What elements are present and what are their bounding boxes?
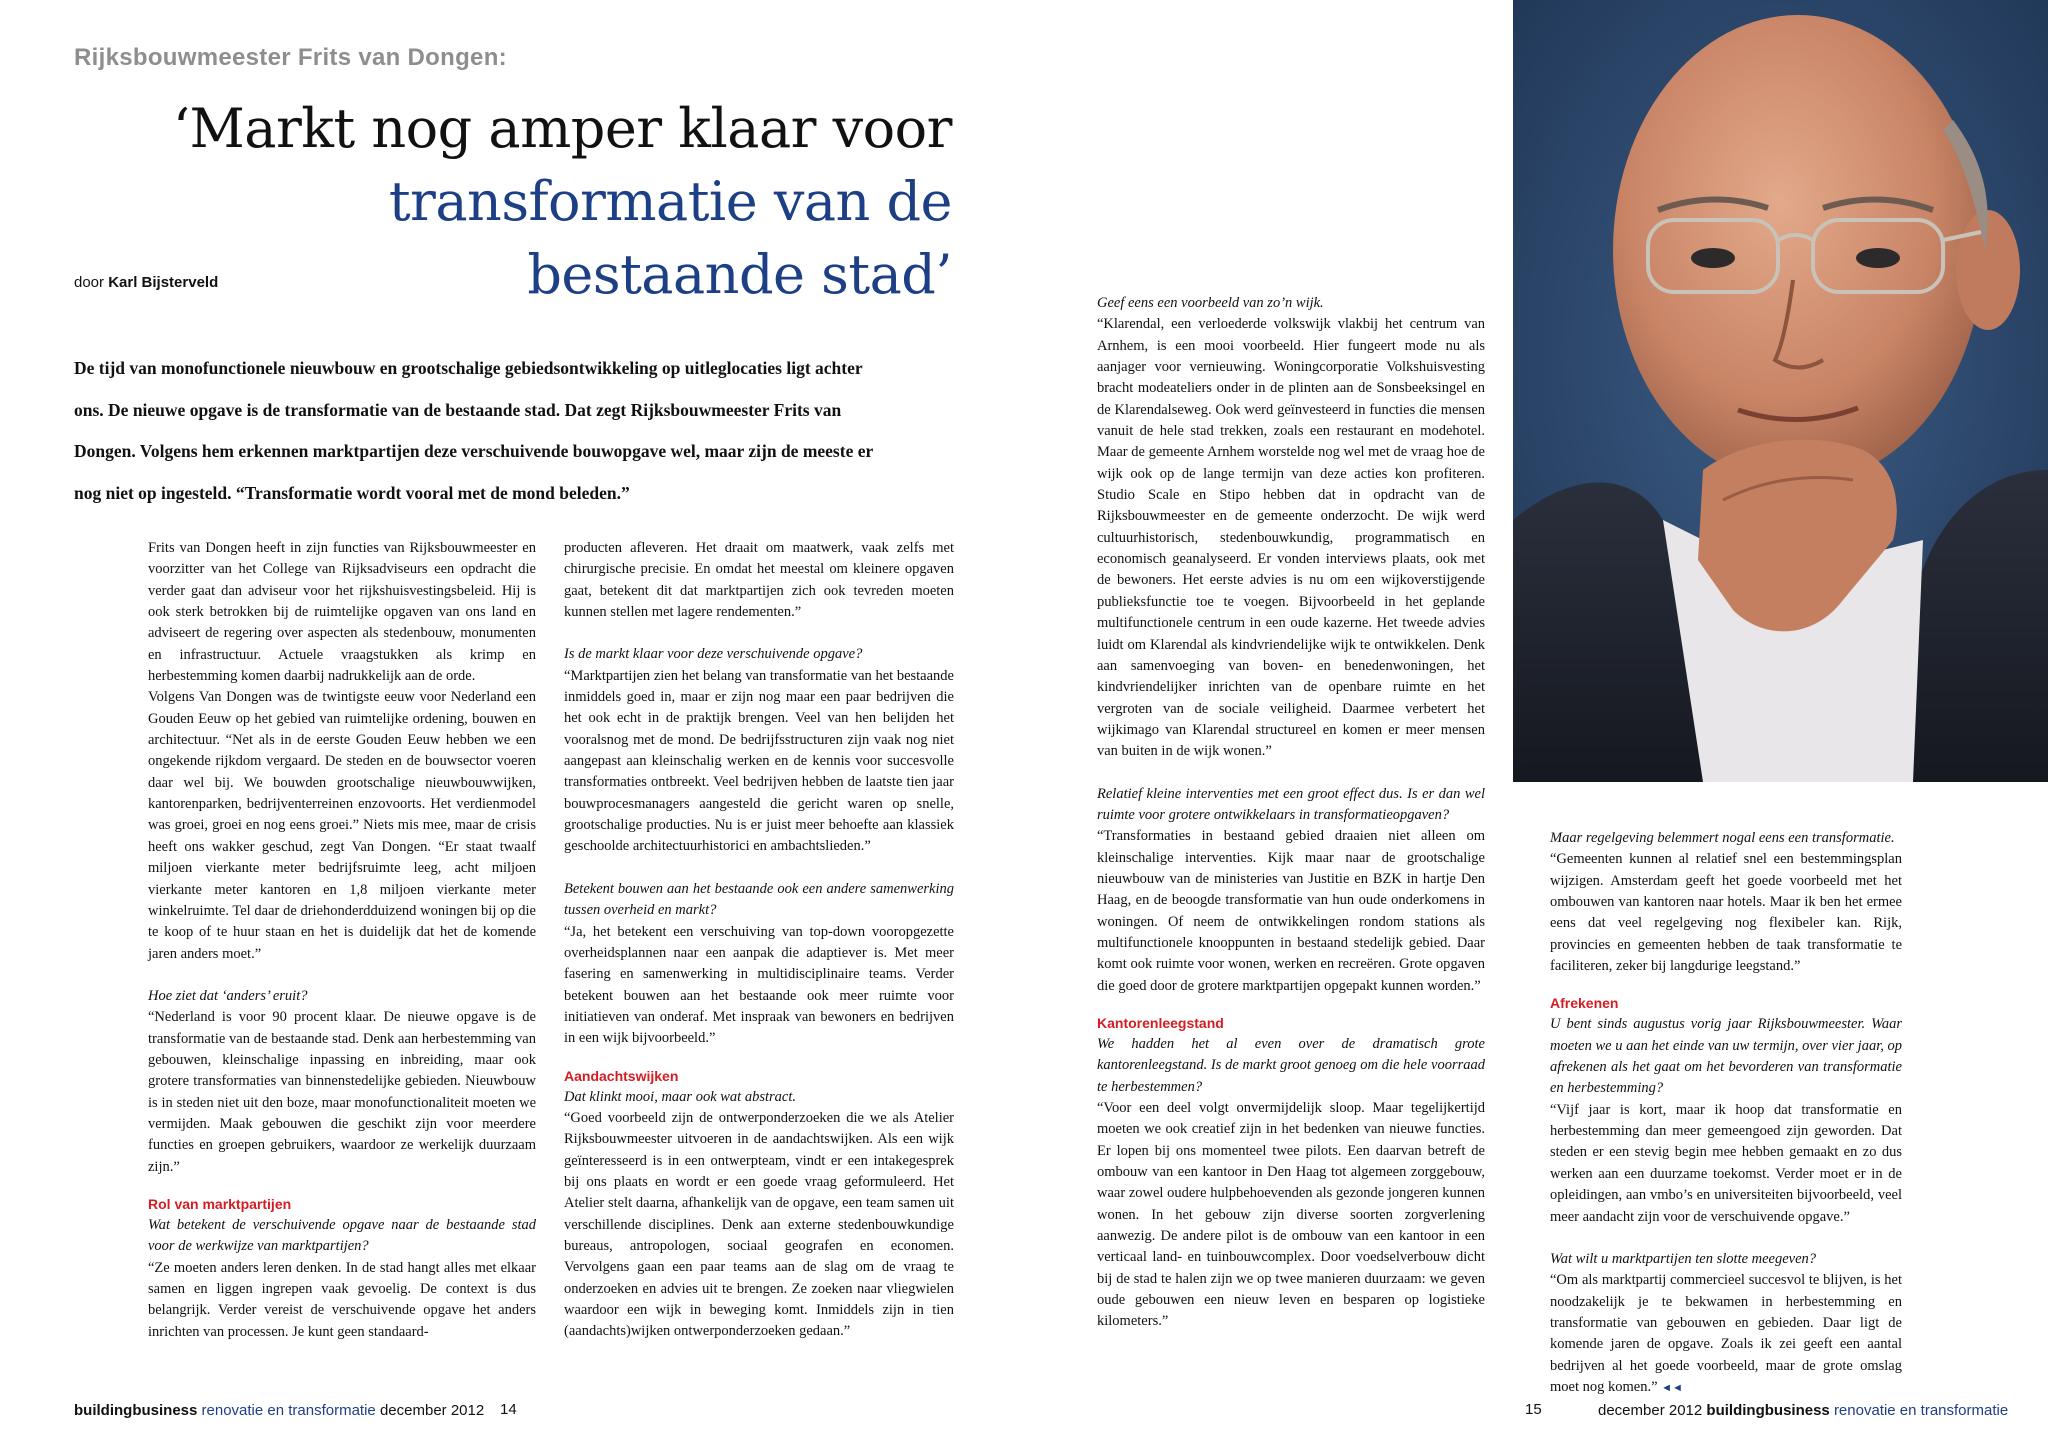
end-mark-icon: ◄◄ <box>1661 1381 1683 1394</box>
column-2 <box>564 538 954 1343</box>
headline-line-3: bestaande stad’ <box>527 243 952 306</box>
interview-question: Betekent bouwen aan het bestaande ook een andere samenwerking tussen overheid en markt? <box>564 880 954 919</box>
column-3 <box>1097 293 1485 1333</box>
footer-brand: buildingbusiness <box>1706 1402 1830 1419</box>
column-4 <box>1550 828 1902 1399</box>
interview-question: Geef eens een voorbeeld van zo’n wijk. <box>1097 295 1324 311</box>
byline-author: Karl Bijsterveld <box>108 274 219 291</box>
paragraph: “Ze moeten anders leren denken. In de stad hangt alles met elkaar samen en liggen ingrepen vaak gevoelig. De context is dus belangrijk. Verder vereist de verschuivende opgave het anders inrichten van processen. Je kunt geen standaard- <box>148 1259 536 1340</box>
paragraph: “Nederland is voor 90 procent klaar. De nieuwe opgave is de transformatie van de bestaande stad. Denk aan herbestemming van gebouwen, kleinschalige inpassing en inbreiding, maar ook grotere transformaties van binnenstedelijke gebieden. Nieuwbouw is in steden niet uit den boze, maar monofunctionaliteit moeten we vermijden. Maak gebouwen die geschikt zijn voor meerdere functies en groepen gebruikers, waardoor ze werkelijk duurzaam zijn.” <box>148 1009 536 1175</box>
paragraph: “Klarendal, een verloederde volkswijk vlakbij het centrum van Arnhem, is een mooi voorbeeld. Hier fungeert mode nu als aanjager voor vernieuwing. Woningcorporatie Volkshuisvesting bracht modeateliers onder in de plinten aan de Sonsbeeksingel en de Klarendalseweg. Ook werd geïnvesteerd in functies die mensen vanuit de hele stad trekken, zoals een restaurant en modehotel. Maar de gemeente Arnhem worstelde nog wel met de vraag hoe de wijk ook op de lange termijn van deze acties kon profiteren. Studio Scale en Stipo hebben dat in opdracht van de Rijksbouwmeester en de gemeente onderzocht. De wijk werd cultuurhistorisch, stedenbouwkundig, programmatisch en economisch geanalyseerd. Er vonden interviews plaats, ook met de bewoners. Het eerste advies is nu om een wijkoverstijgende publieksfunctie toe te voegen. Bijvoorbeeld in het geplande multifunctionele centrum in een oude kazerne. Het tweede advies luidt om Klarendal als kindvriendelijke wijk te ontwikkelen. Denk aan samenvoeging van boven- en benedenwoningen, het kindvriendelijker inrichten van de openbare ruimte en het vergroten van de sociale veiligheid. Daarmee verbetert het wijkimago van Klarendal structureel en komen er meer mensen van buiten in de wijk wonen.” <box>1097 316 1485 760</box>
footer-brand: buildingbusiness <box>74 1402 198 1419</box>
footer-section: renovatie en transformatie <box>1833 1402 2009 1419</box>
byline <box>74 274 218 291</box>
paragraph <box>1550 1270 1902 1399</box>
paragraph: “Vijf jaar is kort, maar ik hoop dat transformatie en herbestemming dan meer gemeengoed zijn geworden. Dat steden er een stevig begin mee hebben gemaakt en zo dus werken aan een duurzame toekomst. Verder moet er in de opleidingen, aan vmbo’s en universiteiten bijvoorbeeld, veel meer aandacht zijn voor de verschuivende opgave.” <box>1550 1101 1902 1225</box>
interview-question: We hadden het al even over de dramatisch grote kantorenleegstand. Is de markt groot genoeg om die hele voorraad te herbestemmen? <box>1097 1036 1485 1095</box>
interview-question: Is de markt klaar voor deze verschuivende opgave? <box>564 646 863 663</box>
paragraph: “Voor een deel volgt onvermijdelijk sloop. Maar tegelijkertijd moeten we ook creatief zijn in het bedenken van nieuwe functies. Er lopen bij ons momenteel twee pilots. Een daarvan betreft de ombouw van een kantoor in Den Haag tot algemeen zorggebouw, waar zowel oudere hulpbehoevenden als gezonde jongeren kunnen wonen. In het gebouw zijn diverse soorten zorgverlening aanwezig. De andere pilot is de ombouw van een kantoor in een verticaal land- en tuinbouwcomplex. Door voedselverbouw dicht bij de stad te halen zijn we op twee manieren duurzaam: we geven oude gebouwen een nieuw leven en besparen op logistieke kilometers.” <box>1097 1100 1485 1330</box>
paragraph: Frits van Dongen heeft in zijn functies van Rijksbouwmeester en voorzitter van het College van Rijksadviseurs een opdracht die verder gaat dan adviseur voor het rijkshuisvestingsbeleid. Hij is ook sterk betrokken bij de ruimtelijke opgaven van ons land en adviseert de regering over aspecten als stedenbouw, monumenten en infrastructuur. Actuele vraagstukken als krimp en herbestemming komen daarbij nadrukkelijk aan de orde. <box>148 540 536 685</box>
footer-date: december 2012 <box>379 1402 485 1419</box>
paragraph: producten afleveren. Het draait om maatwerk, vaak zelfs met chirurgische precisie. En omdat het meestal om kleinere opgaven gaat, betekent dit dat marktpartijen zich ook tevreden moeten kunnen stellen met lagere rendementen.” <box>564 540 954 621</box>
interview-question: Relatief kleine interventies met een groot effect dus. Is er dan wel ruimte voor grotere ontwikkelaars in transformatieopgaven? <box>1097 785 1485 823</box>
headline-line-1: ‘Markt nog amper klaar voor <box>172 97 952 160</box>
lead-paragraph: De tijd van monofunctionele nieuwbouw en grootschalige gebiedsontwikkeling op uitleglocaties ligt achter ons. De nieuwe opgave is de transformatie van de bestaande stad. Dat zegt Rijksbouwmeester Frits van Dongen. Volgens hem erkennen marktpartijen deze verschuivende bouwopgave wel, maar zijn de meeste er nog niet op ingesteld. “Transformatie wordt vooral met de mond beleden.” <box>74 358 873 503</box>
interview-question: Maar regelgeving belemmert nogal eens een transformatie. <box>1550 830 1895 846</box>
byline-prefix: door <box>74 274 105 291</box>
interview-question: Wat betekent de verschuivende opgave naar de bestaande stad voor de werkwijze van marktpartijen? <box>148 1216 536 1255</box>
paragraph: “Ja, het betekent een verschuiving van top-down vooropgezette overheidsplannen naar een aanpak die adaptiever is. Met meer fasering en samenwerking in multidisciplinaire teams. Verder betekent bouwen aan het bestaande ook meer ruimte voor initiatieven van onderaf. Met inspraak van bewoners en bedrijven in een wijk bijvoorbeeld.” <box>564 923 954 1047</box>
article-kicker: Rijksbouwmeester Frits van Dongen: <box>74 44 507 71</box>
headline-line-2: transformatie van de <box>388 170 952 233</box>
footer-section: renovatie en transformatie <box>201 1402 376 1419</box>
interview-question: Wat wilt u marktpartijen ten slotte meegeven? <box>1550 1250 1817 1267</box>
paragraph: “Transformaties in bestaand gebied draaien niet alleen om kleinschalige interventies. Kijk maar naar de grootschalige nieuwbouw van de ministeries van Justitie en BZK in hartje Den Haag, en de beoogde transformatie van hun oude onderkomens in woningen. Of neem de ontwikkelingen rondom stations als multifunctionele knooppunten in bestaand stedelijk gebied. Daar komt ook ruimte voor wonen, werken en recreëren. Grote opgaven die goed door de grotere marktpartijen opgepakt kunnen worden.” <box>1097 828 1485 994</box>
page-number-left: 14 <box>500 1401 517 1418</box>
interview-question: U bent sinds augustus vorig jaar Rijksbouwmeester. Waar moeten we u aan het einde van uw termijn, over vier jaar, op afrekenen als het gaat om het bevorderen van transformatie en herbestemming? <box>1550 1016 1902 1097</box>
paragraph: “Goed voorbeeld zijn de ontwerponderzoeken die we als Atelier Rijksbouwmeester uitvoeren in de aandachtswijken. Als een wijk geïnteresseerd is in een ontwerpteam, vindt er een intakegesprek bij ons plaats en wordt er een goede vraag geformuleerd. Het Atelier stelt daarna, afhankelijk van de opgave, een team samen uit verschillende disciplines. Denk aan externe stedenbouwkundige bureaus, antropologen, sociaal geografen en economen. Vervolgens gaan een paar teams aan de slag om de vraag te onderzoeken en advies uit te brengen. Ze zoeken naar vliegwielen waardoor een wijk in beweging komt. Inmiddels zijn in tien (aandachts)wijken ontwerponderzoeken gedaan.” <box>564 1109 954 1340</box>
page-number-right: 15 <box>1525 1401 1542 1418</box>
portrait-photo <box>1513 0 2048 782</box>
footer-left <box>74 1402 484 1419</box>
paragraph-text: “Om als marktpartij commercieel succesvol te blijven, is het noodzakelijk je te bekwamen in herbestemming en transformatie van gebouwen en gebieden. Daar ligt de komende jaren de opgave. Zoals ik zei geeft een aantal bedrijven al het goede voorbeeld, maar de grote omslag moet nog komen.” <box>1550 1272 1902 1395</box>
paragraph: Volgens Van Dongen was de twintigste eeuw voor Nederland een Gouden Eeuw op het gebied van ruimtelijke ordening, bouwen en architectuur. “Net als in de eerste Gouden Eeuw hebben we een ongekende rijkdom vergaard. De steden en de bouwsector voeren daar wel bij. We bouwden grootschalige nieuwbouwwijken, kantorenparken, bedrijventerreinen enzovoorts. Het verdienmodel was groei, groei en nog eens groei.” Niets mis mee, maar de crisis heeft ons wakker geschud, zegt Van Dongen. “Er staat twaalf miljoen vierkante meter bedrijfsruimte leeg, acht miljoen vierkante meter kantoren en 1,8 miljoen vierkante meter winkelruimte. Tel daar de driehonderdduizend woningen bij op die te koop of te huur staan en het is duidelijk dat het de komende jaren anders moet.” <box>148 689 536 962</box>
interview-question: Hoe ziet dat ‘anders’ eruit? <box>148 987 308 1004</box>
article-headline <box>173 92 952 311</box>
subheading: Kantorenleegstand <box>1097 1015 1224 1031</box>
subheading: Aandachtswijken <box>564 1067 679 1084</box>
subheading: Afrekenen <box>1550 995 1619 1012</box>
column-1 <box>148 538 536 1343</box>
subheading: Rol van marktpartijen <box>148 1195 292 1212</box>
interview-question: Dat klinkt mooi, maar ook wat abstract. <box>564 1088 796 1105</box>
paragraph: “Marktpartijen zien het belang van transformatie van het bestaande inmiddels goed in, maar er zijn nog maar een paar bedrijven die het ook echt in de praktijk brengen. Veel van hen belijden het vooralsnog met de mond. De bedrijfsstructuren zijn vaak nog niet aangepast aan kleinschalig werken en de kennis voor succesvolle transformaties ontbreekt. Veel bedrijven hebben de laatste tien jaar bouwprocesmanagers aangesteld die gericht waren op snelle, grootschalige producties. Nu is er juist meer behoefte aan klassiek geschoolde architectuurhistorici en ambachtslieden.” <box>564 667 954 855</box>
portrait-illustration <box>1513 0 2048 782</box>
footer-right <box>1598 1402 2008 1419</box>
footer-date: december 2012 <box>1598 1402 1703 1419</box>
paragraph: “Gemeenten kunnen al relatief snel een bestemmingsplan wijzigen. Amsterdam geeft het goede voorbeeld met het ombouwen van kantoren naar hotels. Maar ik ben het ermee eens dat veel regelgeving nog flexibeler kan. Rijk, provincies en gemeenten hebben de taak transformatie te faciliteren, zeker bij langdurige leegstand.” <box>1550 851 1902 975</box>
